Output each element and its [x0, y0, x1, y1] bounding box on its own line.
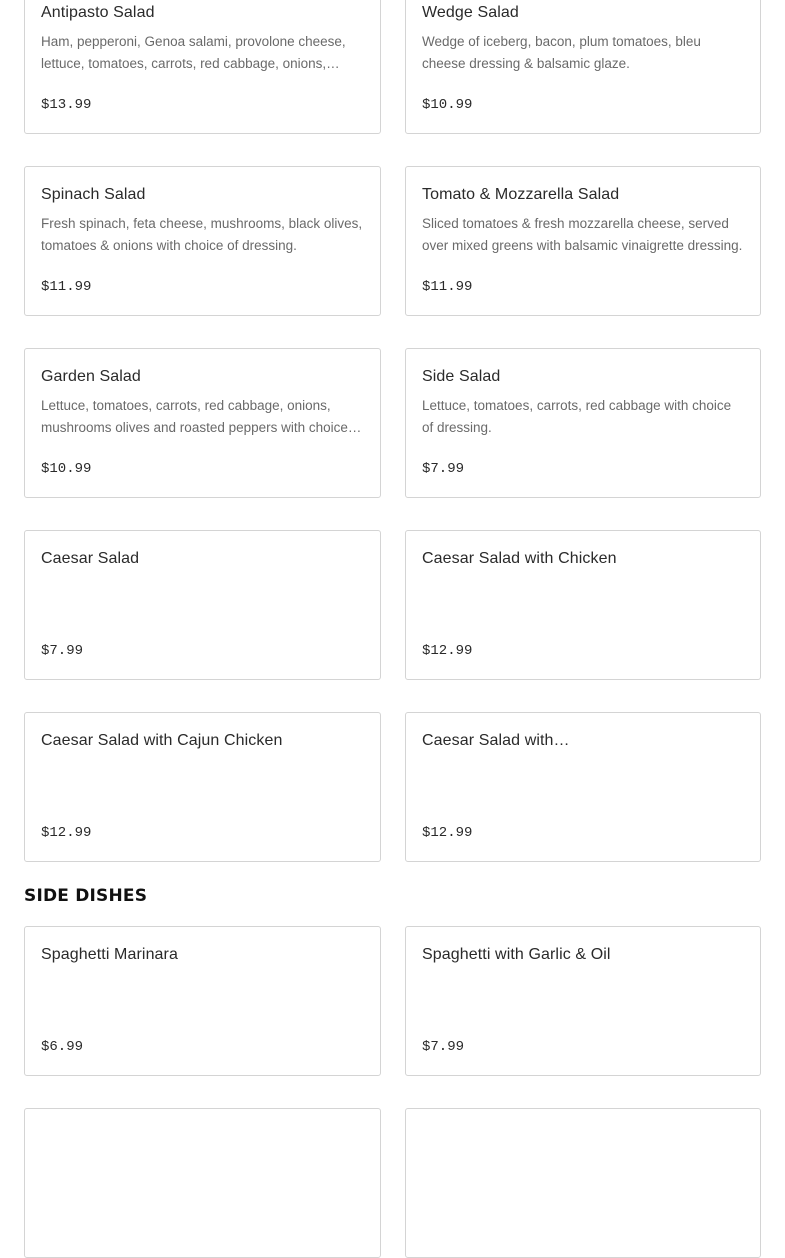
- side-dishes-grid: [24, 926, 761, 1258]
- menu-item-card[interactable]: [405, 530, 761, 680]
- item-description: Sliced tomatoes & fresh mozzarella cheese, served over mixed greens with balsamic vinaigrette dressing.: [422, 216, 743, 253]
- item-name: Spinach Salad: [41, 186, 146, 203]
- menu-item-card[interactable]: [405, 166, 761, 316]
- item-price: $6.99: [41, 1039, 84, 1055]
- item-name: Tomato & Mozzarella Salad: [422, 186, 620, 203]
- item-name: Caesar Salad with Cajun Chicken: [41, 732, 283, 749]
- item-name: Garden Salad: [41, 368, 141, 385]
- menu-item-card[interactable]: [24, 348, 381, 498]
- item-description: Lettuce, tomatoes, carrots, red cabbage with choice of dressing.: [422, 398, 732, 435]
- item-price: $7.99: [422, 461, 465, 477]
- item-name: Caesar Salad with…: [422, 732, 570, 749]
- item-description: Ham, pepperoni, Genoa salami, provolone cheese, lettuce, tomatoes, carrots, red cabbage, onions,: [41, 34, 346, 71]
- section-title-side-dishes: SIDE DISHES: [24, 886, 148, 906]
- menu-item-card[interactable]: [24, 926, 381, 1076]
- item-price: $13.99: [41, 97, 92, 113]
- menu-item-card[interactable]: [24, 712, 381, 862]
- item-price: $10.99: [422, 97, 473, 113]
- item-price: $7.99: [422, 1039, 465, 1055]
- item-price: $7.99: [41, 643, 84, 659]
- item-price: $12.99: [422, 643, 473, 659]
- item-name: Wedge Salad: [422, 4, 519, 21]
- item-price: $11.99: [41, 279, 92, 295]
- salads-grid: [24, 0, 761, 862]
- menu-item-card[interactable]: [405, 0, 761, 134]
- item-name: Side Salad: [422, 368, 501, 385]
- item-name: Caesar Salad: [41, 550, 140, 567]
- menu-item-card[interactable]: [24, 1108, 381, 1258]
- menu-item-card[interactable]: [405, 348, 761, 498]
- item-price: $12.99: [422, 825, 473, 841]
- menu-item-card[interactable]: [405, 926, 761, 1076]
- menu-item-card[interactable]: [405, 1108, 761, 1258]
- item-price: $10.99: [41, 461, 92, 477]
- item-name: Spaghetti with Garlic & Oil: [422, 946, 611, 963]
- menu-item-card[interactable]: [24, 0, 381, 134]
- menu-item-card[interactable]: [24, 530, 381, 680]
- item-price: $12.99: [41, 825, 92, 841]
- item-description: Lettuce, tomatoes, carrots, red cabbage, onions, mushrooms olives and roasted peppers with choice of: [41, 398, 363, 435]
- menu-item-card[interactable]: [24, 166, 381, 316]
- item-name: Spaghetti Marinara: [41, 946, 178, 963]
- item-price: $11.99: [422, 279, 473, 295]
- item-description: Wedge of iceberg, bacon, plum tomatoes, bleu cheese dressing & balsamic glaze.: [422, 34, 701, 71]
- menu-item-card[interactable]: [405, 712, 761, 862]
- item-description: Fresh spinach, feta cheese, mushrooms, black olives, tomatoes & onions with choice of dressing.: [41, 216, 363, 253]
- item-name: Antipasto Salad: [41, 4, 155, 21]
- item-name: Caesar Salad with Chicken: [422, 550, 617, 567]
